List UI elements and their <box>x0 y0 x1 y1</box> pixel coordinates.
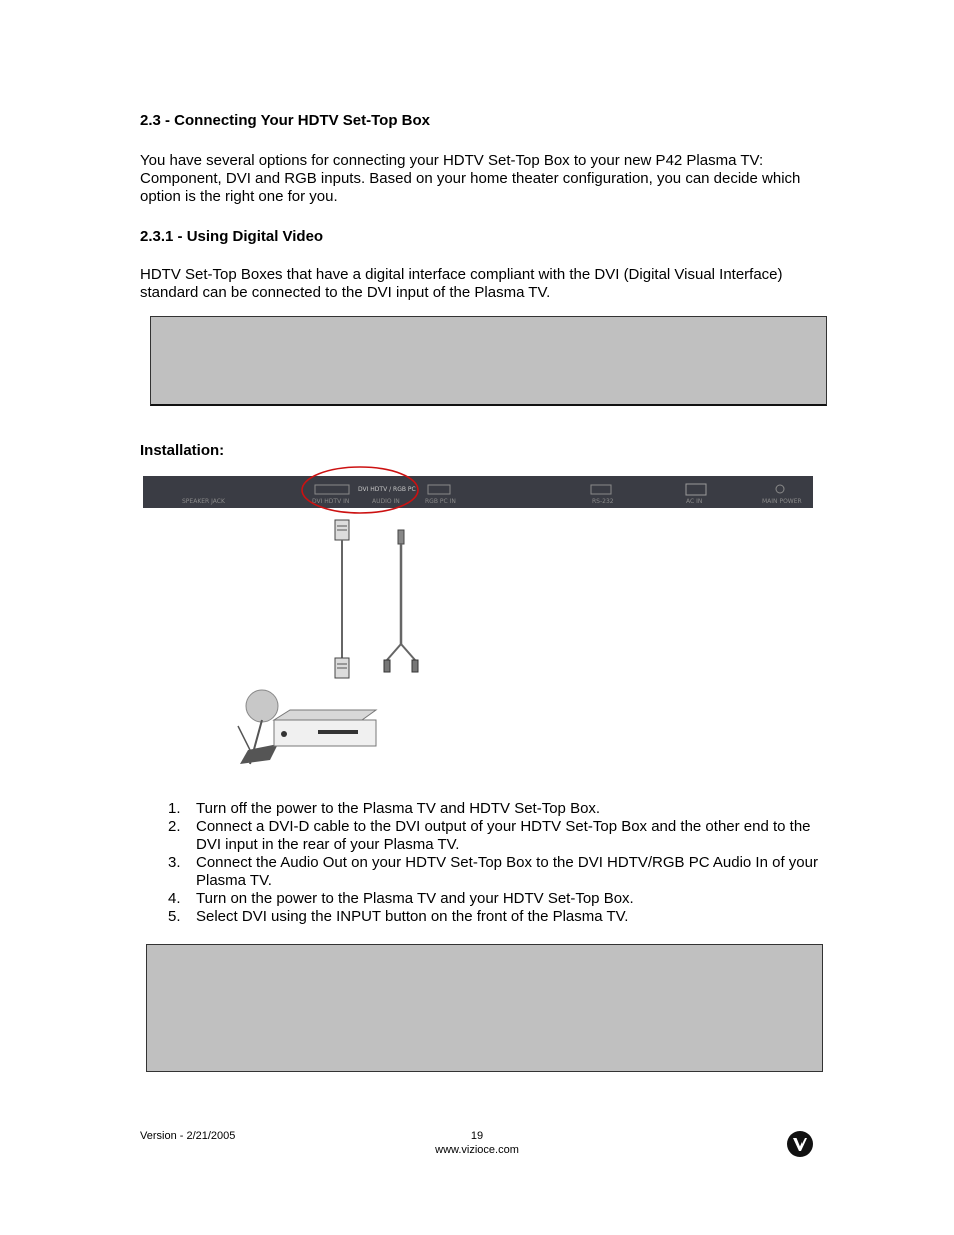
speaker-jack-label: SPEAKER JACK <box>182 498 225 505</box>
dvi-paragraph: HDTV Set-Top Boxes that have a digital interface compliant with the DVI (Digital Visual Interface) standard can be connected to the DVI input of the Plasma TV. <box>140 266 783 301</box>
installation-label: Installation: <box>140 442 225 459</box>
installation-steps <box>140 800 820 926</box>
subsection-heading: 2.3.1 - Using Digital Video <box>140 228 324 245</box>
list-item: 1. Turn off the power to the Plasma TV and HDTV Set-Top Box. <box>168 800 601 817</box>
dvi-hdtv-rgb-label: DVI HDTV / RGB PC <box>358 486 416 493</box>
rs232-label: RS-232 <box>592 498 614 505</box>
footer-website[interactable]: www.vizioce.com <box>435 1144 519 1156</box>
set-top-box-icon <box>274 710 376 720</box>
footer-version: Version - 2/21/2005 <box>140 1130 236 1142</box>
tv-rear-panel <box>143 476 813 508</box>
rgb-pc-in-label: RGB PC IN <box>425 498 456 505</box>
note-box-top <box>150 316 827 406</box>
footer-page-number: 19 <box>470 1130 484 1142</box>
audio-rca-right <box>412 660 418 672</box>
note-box-bottom <box>146 944 823 1072</box>
connection-diagram <box>140 464 816 774</box>
vizio-logo-icon <box>786 1130 814 1158</box>
ac-in-label: AC IN <box>686 498 703 505</box>
list-item: 3. Connect the Audio Out on your HDTV Set-Top Box to the DVI HDTV/RGB PC Audio In of your Plasma TV. <box>168 854 818 889</box>
section-heading: 2.3 - Connecting Your HDTV Set-Top Box <box>140 112 431 129</box>
list-item: 2. Connect a DVI-D cable to the DVI output of your HDTV Set-Top Box and the other end to the DVI input in the rear of your Plasma TV. <box>168 818 811 853</box>
list-item: 5. Select DVI using the INPUT button on the front of the Plasma TV. <box>168 908 629 925</box>
satellite-dish-icon <box>246 690 278 722</box>
list-item: 4. Turn on the power to the Plasma TV and your HDTV Set-Top Box. <box>168 890 634 907</box>
dish-base-icon <box>240 744 278 764</box>
audio-cable-plug <box>398 530 404 544</box>
intro-paragraph: You have several options for connecting your HDTV Set-Top Box to your new P42 Plasma TV: Component, DVI and RGB inputs. Based on your home theater configuration, you can decide which option is the right one for you. <box>140 152 801 205</box>
dvi-hdtv-in-label: DVI HDTV IN <box>312 498 350 505</box>
audio-in-label: AUDIO IN <box>372 498 400 505</box>
audio-rca-left <box>384 660 390 672</box>
main-power-label: MAIN POWER <box>762 498 802 505</box>
